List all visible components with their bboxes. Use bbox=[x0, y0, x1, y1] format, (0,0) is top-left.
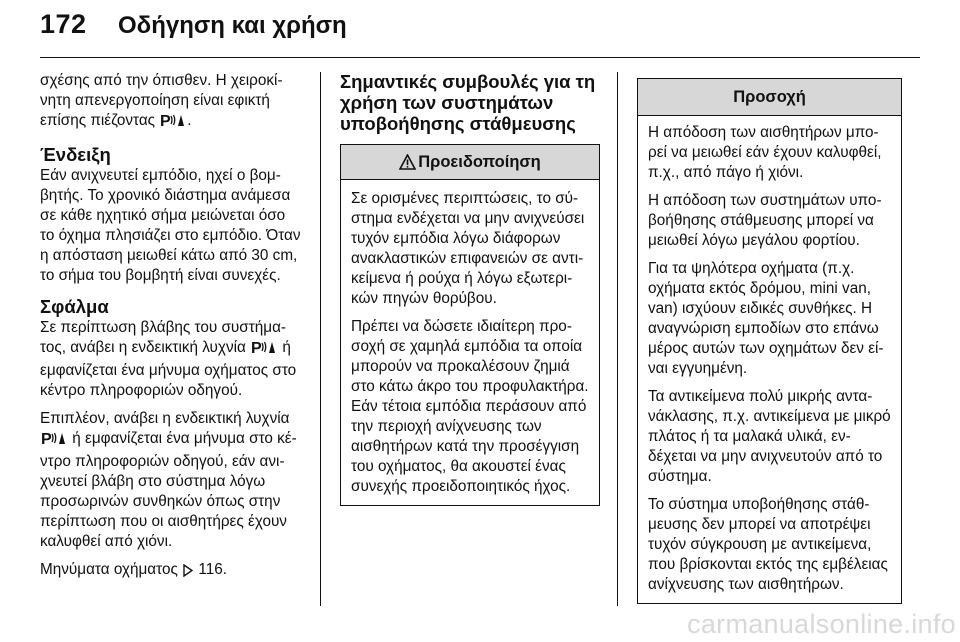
left-column bbox=[40, 71, 302, 591]
caution-paragraph: Το σύστημα υποβοήθησης στάθμευσης δεν μπορεί να αποτρέψει τυχόν σύγκρουση με αντικείμενα, που βρίσκονται εκτός της εμβέλειας ανίχνευσης των αισθητήρων. bbox=[648, 496, 888, 593]
warning-paragraph: Πρέπει να δώσετε ιδιαίτερη προσοχή σε χαμηλά εμπόδια τα οποία μπορούν να προκαλέσουν ζημιά στο κάτω άκρο του προφυλακτήρα. Εάν τέτοια εμπόδια περάσουν από την περιοχή ανίχνευσης των αισθητήρων κατά την προσέγγιση του οχήματος, θα ακουστεί ένας συνεχής προειδοποιητικός ήχος. bbox=[351, 318, 589, 495]
page-reference-link[interactable]: 116. bbox=[198, 561, 227, 578]
indication-heading: Ένδειξη bbox=[40, 144, 111, 165]
caution-paragraph: Τα αντικείμενα πολύ μικρής αντανάκλασης, π.χ. αντικείμενα με μικρό πλάτος ή τα μαλακά υλικά, ενδέχεται να μην ανιχνευτούν από το σύστημα. bbox=[648, 388, 891, 485]
fault-additional-before: Επιπλέον, ανάβει η ενδεικτική λυχνία bbox=[40, 410, 290, 427]
intro-paragraph bbox=[40, 71, 302, 134]
caution-box-body bbox=[638, 116, 901, 603]
caution-paragraph: Για τα ψηλότερα οχήματα (π.χ. οχήματα εκτός δρόμου, mini van, van) ισχύουν ειδικές συνθήκες. Η αναγνώριση εμποδίων στο επάνω μέρος αυτών των οχημάτων δεν είναι εγγυημένη. bbox=[648, 260, 884, 377]
fault-additional-after: ή εμφανίζεται ένα μήνυμα στο κέντρο πληροφοριών οδηγού, εάν ανιχνευτεί βλάβη στο σύστημα λόγω προσωρινών συνθηκών όπως στην περίπτωση που οι αισθητήρες έχουν καλυφθεί από χιόνι. bbox=[40, 430, 297, 550]
intro-text: σχέσης από την όπισθεν. Η χειροκίνητη απενεργοποίηση είναι εφικτή επίσης πιέζοντας bbox=[40, 72, 283, 129]
page-number: 172 bbox=[40, 9, 87, 39]
fault-heading: Σφάλμα bbox=[40, 296, 109, 317]
column-divider-right bbox=[617, 72, 618, 606]
svg-text:P: P bbox=[251, 340, 262, 355]
parking-sensor-icon bbox=[251, 339, 277, 361]
middle-column bbox=[340, 71, 600, 506]
right-column bbox=[637, 78, 902, 604]
caution-box bbox=[637, 78, 902, 604]
warning-box-header bbox=[341, 145, 599, 180]
warning-paragraph: Σε ορισμένες περιπτώσεις, το σύστημα ενδέχεται να μην ανιχνεύσει τυχόν εμπόδια λόγω διάφορων ανακλαστικών επιφανειών σε αντικείμενα ή ρούχα ή λόγω εξωτερικών πηγών θορύβου. bbox=[351, 190, 585, 307]
parking-sensor-icon bbox=[160, 112, 186, 134]
caution-paragraph: Η απόδοση των αισθητήρων μπορεί να μειωθεί εάν έχουν καλυφθεί, π.χ., από πάγο ή χιόνι. bbox=[648, 124, 882, 181]
svg-text:P: P bbox=[41, 431, 52, 446]
vehicle-messages-text: Μηνύματα οχήματος bbox=[40, 561, 178, 578]
tips-heading: Σημαντικές συμβουλές για τη χρήση των συστημάτων υποβοήθησης στάθμευσης bbox=[340, 71, 596, 134]
intro-end: . bbox=[187, 112, 192, 129]
page-reference-icon bbox=[183, 563, 193, 583]
header-rule bbox=[40, 57, 920, 58]
warning-triangle-icon bbox=[399, 148, 416, 182]
caution-paragraph: Η απόδοση των συστημάτων υποβοήθησης στάθμευσης μπορεί να μειωθεί λόγω μεγάλου φορτίου. bbox=[648, 192, 882, 249]
column-divider-left bbox=[320, 72, 321, 606]
fault-text-after: ή εμφανίζεται ένα μήνυμα οχήματος στο κέντρο πληροφοριών οδηγού. bbox=[40, 339, 297, 399]
watermark: carmanualsonline.info bbox=[687, 609, 956, 639]
fault-text-before: Σε περίπτωση βλάβης του συστήματος, ανάβει η ενδεικτική λυχνία bbox=[40, 319, 287, 356]
parking-sensor-icon bbox=[41, 430, 67, 452]
svg-text:P: P bbox=[160, 113, 171, 128]
fault-additional-paragraph bbox=[40, 409, 302, 552]
indication-text: Εάν ανιχνευτεί εμπόδιο, ηχεί ο βομβητής. Το χρονικό διάστημα ανάμεσα σε κάθε ηχητικό σήμα μειώνεται όσο το όχημα πλησιάζει στο εμπόδιο. Όταν η απόσταση μειωθεί κάτω από 30 cm, το σήμα του βομβητή είναι συνεχές. bbox=[40, 167, 301, 284]
warning-box-body bbox=[341, 180, 599, 505]
warning-box bbox=[340, 144, 600, 506]
vehicle-messages-reference bbox=[40, 560, 302, 583]
caution-box-header: Προσοχή bbox=[638, 79, 901, 116]
page-title: Οδήγηση και χρήση bbox=[118, 12, 347, 39]
warning-box-title: Προειδοποίηση bbox=[418, 153, 541, 171]
fault-paragraph bbox=[40, 318, 302, 401]
